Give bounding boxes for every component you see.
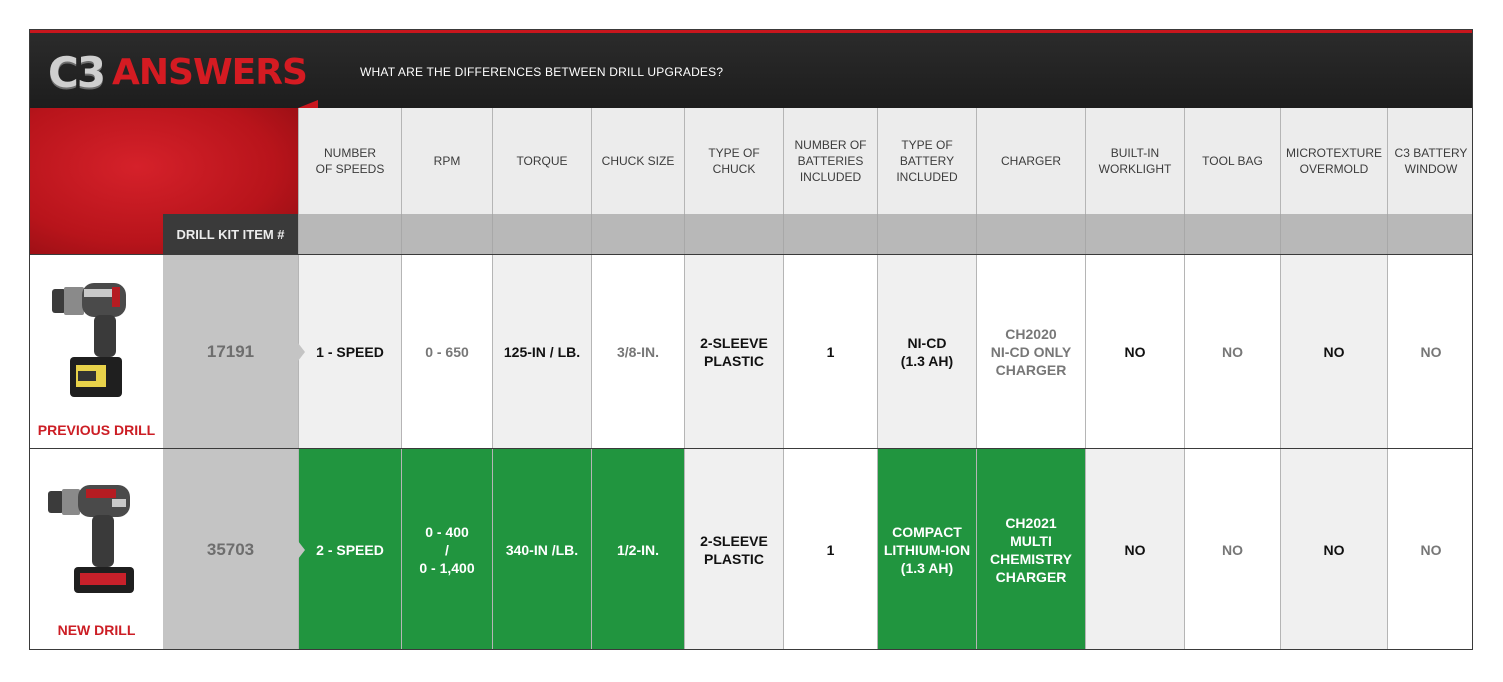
column-header-label: NUMBER OF SPEEDS	[315, 146, 385, 176]
cell-value: 1/2-IN.	[616, 541, 659, 558]
cell-value: 1	[826, 541, 835, 558]
column-header	[1280, 108, 1387, 214]
column-header	[492, 108, 591, 214]
cell-value: 2-SLEEVE PLASTIC	[700, 532, 768, 567]
column-header-label: CHUCK SIZE	[601, 154, 675, 168]
column-header	[783, 108, 877, 214]
new-drill-image-cell	[30, 449, 163, 650]
drill-kit-item-number: 35703	[163, 449, 298, 650]
cell-value: CH2021 MULTI CHEMISTRY CHARGER	[990, 514, 1072, 585]
column-header	[298, 108, 401, 214]
cell-value: 1	[826, 343, 835, 360]
column-header	[1085, 108, 1184, 214]
cell-value: NO	[1323, 343, 1345, 360]
drill-kit-item-number: 17191	[163, 255, 298, 448]
page-title: WHAT ARE THE DIFFERENCES BETWEEN DRILL UPGRADES?	[360, 65, 724, 79]
drill-kit-item-label: DRILL KIT ITEM #	[163, 214, 298, 255]
column-header-label: CHARGER	[1000, 154, 1061, 168]
column-header-label: RPM	[433, 154, 461, 168]
row-pointer-arrow	[298, 343, 305, 361]
column-subheader	[492, 214, 591, 255]
table-cell	[1184, 449, 1280, 650]
logo-c3: C3	[48, 48, 105, 97]
column-header	[1184, 108, 1280, 214]
column-subheader	[1085, 214, 1184, 255]
column-subheader	[1280, 214, 1387, 255]
table-cell	[877, 449, 976, 650]
row-pointer-arrow	[298, 541, 305, 559]
table-cell	[401, 255, 492, 448]
table-cell	[298, 255, 401, 448]
column-subheader	[591, 214, 684, 255]
table-cell	[1280, 449, 1387, 650]
cell-value: 1 - SPEED	[316, 343, 384, 360]
previous-drill-label: PREVIOUS DRILL	[37, 422, 156, 438]
header-notch	[298, 100, 318, 108]
previous-drill-image-cell	[30, 255, 163, 448]
cell-value: NO	[1323, 541, 1345, 558]
cell-value: 0 - 400 / 0 - 1,400	[419, 523, 475, 576]
table-cell	[591, 255, 684, 448]
column-header	[976, 108, 1085, 214]
cell-value: COMPACT LITHIUM-ION (1.3 AH)	[883, 523, 971, 576]
table-cell	[492, 449, 591, 650]
logo-answers: ANSWERS	[112, 52, 307, 93]
column-header-label: MICROTEXTURE OVERMOLD	[1286, 146, 1382, 176]
cell-value: CH2020 NI-CD ONLY CHARGER	[990, 325, 1072, 378]
column-header	[1387, 108, 1473, 214]
table-cell	[492, 255, 591, 448]
cell-value: NO	[1420, 343, 1442, 360]
cell-value: NO	[1124, 541, 1146, 558]
table-cell	[976, 255, 1085, 448]
table-cell	[298, 449, 401, 650]
cell-value: 125-IN / LB.	[503, 343, 581, 360]
table-cell	[1085, 255, 1184, 448]
cell-value: NO	[1222, 541, 1243, 558]
table-cell	[1387, 255, 1473, 448]
table-cell	[1387, 449, 1473, 650]
cell-value: NO	[1420, 541, 1442, 558]
column-subheader	[877, 214, 976, 255]
column-header-label: TYPE OF CHUCK	[708, 146, 760, 176]
previous-drill-icon	[48, 275, 140, 400]
table-cell	[877, 255, 976, 448]
table-cell	[783, 449, 877, 650]
cell-value: 2-SLEEVE PLASTIC	[700, 334, 768, 369]
cell-value: NO	[1124, 343, 1146, 360]
column-subheader	[783, 214, 877, 255]
column-subheader	[684, 214, 783, 255]
column-header	[591, 108, 684, 214]
column-header-label: TOOL BAG	[1202, 154, 1263, 168]
table-cell	[1184, 255, 1280, 448]
table-cell	[976, 449, 1085, 650]
column-subheader	[976, 214, 1085, 255]
table-cell	[1085, 449, 1184, 650]
column-header	[684, 108, 783, 214]
column-header-label: TYPE OF BATTERY INCLUDED	[896, 138, 958, 184]
cell-value: 2 - SPEED	[316, 541, 384, 558]
cell-value: NI-CD (1.3 AH)	[900, 334, 954, 369]
cell-value: 3/8-IN.	[616, 343, 659, 360]
column-header	[877, 108, 976, 214]
column-header-label: TORQUE	[516, 154, 568, 168]
new-drill-icon	[46, 479, 144, 604]
comparison-chart	[29, 29, 1473, 650]
column-header-label: BUILT-IN WORKLIGHT	[1098, 146, 1172, 176]
cell-value: 0 - 650	[425, 343, 469, 360]
table-cell	[684, 255, 783, 448]
row-divider	[30, 254, 1472, 255]
table-cell	[783, 255, 877, 448]
table-cell	[591, 449, 684, 650]
c3-answers-logo	[48, 48, 307, 97]
new-drill-label: NEW DRILL	[57, 622, 136, 638]
table-cell	[401, 449, 492, 650]
cell-value: 340-IN /LB.	[505, 541, 579, 558]
column-header-label: NUMBER OF BATTERIES INCLUDED	[794, 138, 867, 184]
column-header-label: C3 BATTERY WINDOW	[1394, 146, 1468, 176]
table-cell	[684, 449, 783, 650]
table-cell	[1280, 255, 1387, 448]
column-subheader	[1184, 214, 1280, 255]
row-divider	[30, 448, 1472, 449]
column-subheader	[1387, 214, 1473, 255]
header-bar	[30, 30, 1472, 108]
column-subheader	[401, 214, 492, 255]
column-subheader	[298, 214, 401, 255]
column-header	[401, 108, 492, 214]
cell-value: NO	[1222, 343, 1243, 360]
